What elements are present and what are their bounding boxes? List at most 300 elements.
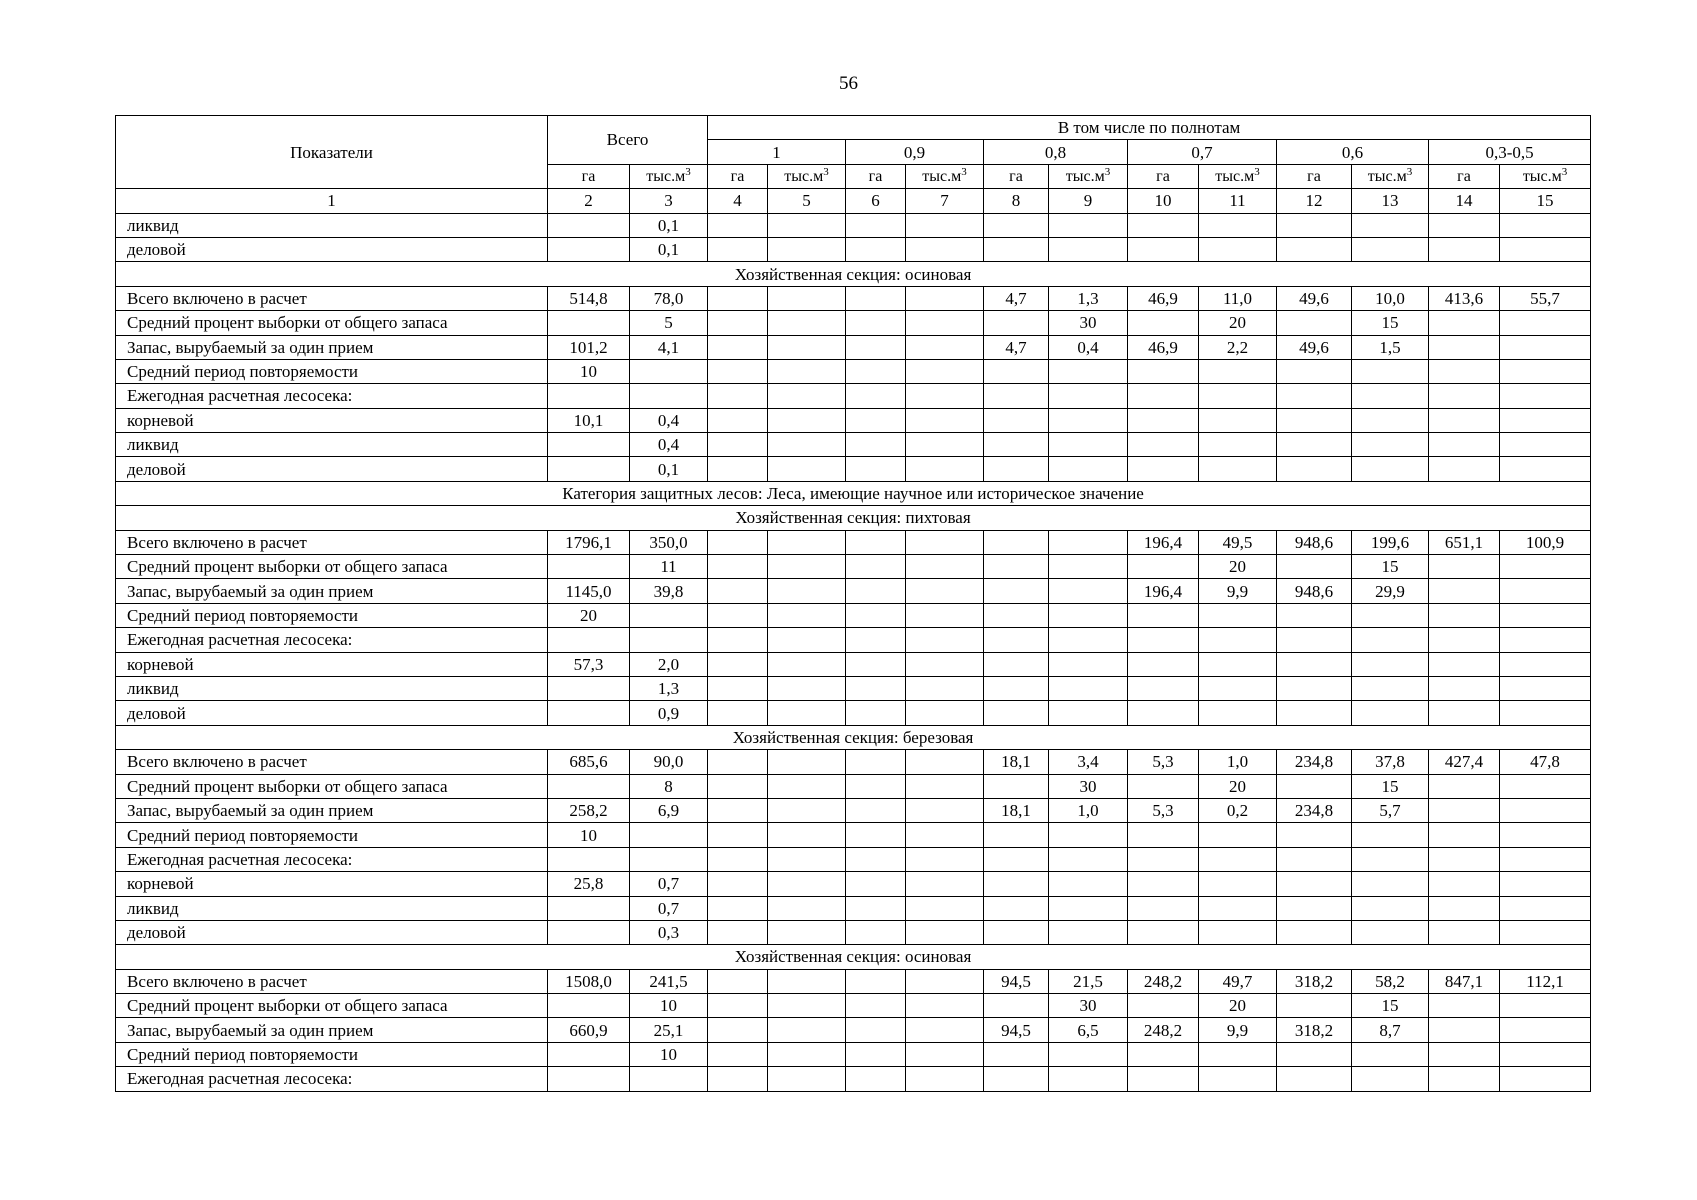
table-cell	[1429, 213, 1500, 237]
table-cell	[846, 823, 906, 847]
table-cell: 5,7	[1352, 798, 1429, 822]
table-cell: 234,8	[1277, 750, 1352, 774]
table-cell	[1277, 555, 1352, 579]
table-cell: 514,8	[548, 286, 630, 310]
row-label: деловой	[116, 457, 548, 481]
table-cell: 1,0	[1049, 798, 1128, 822]
column-number: 15	[1500, 189, 1591, 213]
table-cell	[1049, 1067, 1128, 1091]
table-cell	[1049, 847, 1128, 871]
table-cell	[548, 237, 630, 261]
table-cell: 20	[1199, 994, 1277, 1018]
table-cell	[768, 969, 846, 993]
table-cell	[846, 213, 906, 237]
table-cell	[1199, 823, 1277, 847]
table-row	[116, 530, 1591, 554]
table-cell	[1128, 872, 1199, 896]
header-unit-ha	[1128, 164, 1199, 188]
table-cell	[1199, 872, 1277, 896]
table-cell	[548, 384, 630, 408]
table-cell	[1500, 555, 1591, 579]
table-cell	[1277, 652, 1352, 676]
table-cell	[708, 676, 768, 700]
table-cell	[1429, 1067, 1500, 1091]
table-cell: 25,1	[630, 1018, 708, 1042]
table-cell	[1352, 652, 1429, 676]
table-cell	[984, 311, 1049, 335]
table-cell: 1796,1	[548, 530, 630, 554]
table-cell	[1429, 701, 1500, 725]
table-cell: 8	[630, 774, 708, 798]
row-label: Запас, вырубаемый за один прием	[116, 579, 548, 603]
unit-volume-exponent: 3	[823, 165, 829, 178]
table-cell: 15	[1352, 555, 1429, 579]
table-row	[116, 384, 1591, 408]
table-cell	[846, 872, 906, 896]
table-cell	[846, 774, 906, 798]
table-cell	[1352, 872, 1429, 896]
unit-volume-exponent: 3	[1406, 165, 1413, 178]
table-cell	[984, 1067, 1049, 1091]
header-unit-ha	[846, 164, 906, 188]
table-cell	[984, 359, 1049, 383]
row-label: корневой	[116, 652, 548, 676]
table-cell	[1049, 359, 1128, 383]
table-cell	[1128, 1042, 1199, 1066]
column-number: 4	[708, 189, 768, 213]
table-cell: 1145,0	[548, 579, 630, 603]
header-density: 0,8	[984, 140, 1128, 164]
table-cell	[548, 555, 630, 579]
table-cell	[1128, 896, 1199, 920]
header-density: 0,9	[846, 140, 984, 164]
section-title: Хозяйственная секция: пихтовая	[116, 506, 1591, 530]
header-unit-volume	[1049, 164, 1128, 188]
row-label: Средний период повторяемости	[116, 603, 548, 627]
table-cell: 49,6	[1277, 286, 1352, 310]
table-cell	[708, 701, 768, 725]
table-cell: 9,9	[1199, 579, 1277, 603]
table-cell	[846, 1018, 906, 1042]
table-cell: 948,6	[1277, 530, 1352, 554]
row-label: Ежегодная расчетная лесосека:	[116, 384, 548, 408]
section-title: Категория защитных лесов: Леса, имеющие научное или историческое значение	[116, 481, 1591, 505]
table-cell	[708, 920, 768, 944]
table-cell	[846, 847, 906, 871]
column-number: 1	[116, 189, 548, 213]
table-cell	[768, 896, 846, 920]
table-cell	[1500, 1018, 1591, 1042]
table-cell	[846, 798, 906, 822]
table-cell	[1500, 920, 1591, 944]
table-cell	[906, 237, 984, 261]
table-cell	[846, 433, 906, 457]
table-cell: 0,9	[630, 701, 708, 725]
table-cell	[846, 335, 906, 359]
table-cell: 18,1	[984, 798, 1049, 822]
table-cell: 248,2	[1128, 969, 1199, 993]
table-cell	[1277, 823, 1352, 847]
table-cell	[1352, 1042, 1429, 1066]
header-unit-ha	[1277, 164, 1352, 188]
table-cell	[984, 652, 1049, 676]
table-cell	[768, 872, 846, 896]
table-cell	[1128, 652, 1199, 676]
table-cell	[984, 1042, 1049, 1066]
table-cell	[708, 847, 768, 871]
table-cell	[1500, 213, 1591, 237]
unit-volume-exponent: 3	[685, 165, 691, 178]
table-cell	[1429, 457, 1500, 481]
table-cell	[768, 286, 846, 310]
table-cell	[1199, 359, 1277, 383]
table-cell	[1429, 896, 1500, 920]
section-row	[116, 725, 1591, 749]
table-row	[116, 847, 1591, 871]
table-cell	[1049, 213, 1128, 237]
table-cell: 0,1	[630, 213, 708, 237]
table-cell	[768, 628, 846, 652]
table-cell	[768, 920, 846, 944]
table-cell: 0,4	[630, 408, 708, 432]
table-cell: 10,0	[1352, 286, 1429, 310]
unit-ha-label: га	[1009, 167, 1023, 185]
row-label: Средний процент выборки от общего запаса	[116, 555, 548, 579]
table-cell	[1352, 823, 1429, 847]
table-cell	[906, 628, 984, 652]
table-row	[116, 628, 1591, 652]
table-cell: 11	[630, 555, 708, 579]
table-cell	[846, 359, 906, 383]
table-cell	[548, 1067, 630, 1091]
table-cell: 46,9	[1128, 286, 1199, 310]
table-cell: 57,3	[548, 652, 630, 676]
table-cell	[1049, 603, 1128, 627]
table-cell: 350,0	[630, 530, 708, 554]
table-cell	[984, 384, 1049, 408]
table-cell	[1352, 603, 1429, 627]
row-label: корневой	[116, 872, 548, 896]
table-cell: 9,9	[1199, 1018, 1277, 1042]
table-cell	[1500, 628, 1591, 652]
table-cell	[1500, 872, 1591, 896]
table-cell: 1,5	[1352, 335, 1429, 359]
table-cell	[1128, 1067, 1199, 1091]
table-cell	[984, 628, 1049, 652]
header-unit-volume	[1199, 164, 1277, 188]
table-cell	[1429, 603, 1500, 627]
table-cell	[1277, 872, 1352, 896]
table-cell	[1049, 1042, 1128, 1066]
table-row	[116, 408, 1591, 432]
table-cell: 90,0	[630, 750, 708, 774]
table-cell: 0,2	[1199, 798, 1277, 822]
table-cell: 100,9	[1500, 530, 1591, 554]
column-number: 2	[548, 189, 630, 213]
table-cell	[548, 847, 630, 871]
unit-volume-label: тыс.м	[784, 167, 824, 185]
unit-volume-label: тыс.м	[1522, 167, 1562, 185]
unit-ha-label: га	[1156, 167, 1170, 185]
table-cell: 15	[1352, 311, 1429, 335]
table-cell	[708, 213, 768, 237]
table-cell	[1277, 457, 1352, 481]
table-cell	[1199, 457, 1277, 481]
table-cell	[1049, 433, 1128, 457]
table-cell	[1128, 555, 1199, 579]
table-row	[116, 579, 1591, 603]
table-cell	[846, 750, 906, 774]
section-row	[116, 506, 1591, 530]
table-cell	[768, 798, 846, 822]
table-cell	[1352, 433, 1429, 457]
table-cell: 101,2	[548, 335, 630, 359]
table-cell	[984, 408, 1049, 432]
section-title: Хозяйственная секция: осиновая	[116, 945, 1591, 969]
table-cell	[984, 457, 1049, 481]
table-cell	[1352, 213, 1429, 237]
table-cell	[1429, 774, 1500, 798]
table-cell: 49,7	[1199, 969, 1277, 993]
table-cell	[906, 286, 984, 310]
table-cell	[1199, 433, 1277, 457]
column-number: 10	[1128, 189, 1199, 213]
header-density: 0,3-0,5	[1429, 140, 1591, 164]
table-cell	[1352, 1067, 1429, 1091]
table-cell: 660,9	[548, 1018, 630, 1042]
table-cell	[1049, 579, 1128, 603]
table-cell: 30	[1049, 994, 1128, 1018]
table-cell	[1352, 457, 1429, 481]
table-cell: 20	[1199, 311, 1277, 335]
table-cell	[768, 384, 846, 408]
table-cell	[1500, 652, 1591, 676]
header-indicators: Показатели	[116, 116, 548, 189]
table-row	[116, 896, 1591, 920]
table-cell	[1500, 701, 1591, 725]
table-cell	[768, 847, 846, 871]
table-cell	[1277, 1067, 1352, 1091]
table-row	[116, 286, 1591, 310]
table-cell	[1199, 628, 1277, 652]
table-cell	[1352, 628, 1429, 652]
unit-ha-label: га	[1457, 167, 1471, 185]
table-cell	[1429, 994, 1500, 1018]
table-cell	[846, 579, 906, 603]
table-cell	[906, 823, 984, 847]
table-cell	[708, 1018, 768, 1042]
table-cell	[1429, 408, 1500, 432]
table-cell	[548, 1042, 630, 1066]
table-cell	[1049, 872, 1128, 896]
table-cell	[1128, 774, 1199, 798]
table-cell	[1429, 676, 1500, 700]
table-cell: 196,4	[1128, 579, 1199, 603]
table-row	[116, 237, 1591, 261]
table-cell	[1429, 359, 1500, 383]
table-cell: 1,0	[1199, 750, 1277, 774]
table-cell	[1352, 359, 1429, 383]
table-cell	[1500, 896, 1591, 920]
table-cell	[846, 701, 906, 725]
table-cell	[1500, 579, 1591, 603]
table-cell: 20	[1199, 774, 1277, 798]
table-cell	[984, 213, 1049, 237]
table-cell	[1277, 359, 1352, 383]
table-cell: 49,5	[1199, 530, 1277, 554]
table-cell	[1352, 676, 1429, 700]
row-label: деловой	[116, 237, 548, 261]
column-number: 3	[630, 189, 708, 213]
table-cell	[1500, 408, 1591, 432]
header-unit-ha	[548, 164, 630, 188]
row-label: ликвид	[116, 676, 548, 700]
table-cell	[708, 286, 768, 310]
header-unit-volume	[906, 164, 984, 188]
table-row	[116, 457, 1591, 481]
table-cell	[984, 774, 1049, 798]
table-cell	[768, 335, 846, 359]
table-cell	[846, 530, 906, 554]
table-row	[116, 774, 1591, 798]
table-cell	[846, 603, 906, 627]
unit-volume-label: тыс.м	[922, 167, 962, 185]
table-cell	[708, 652, 768, 676]
table-cell	[984, 896, 1049, 920]
table-cell	[1049, 701, 1128, 725]
table-cell: 30	[1049, 311, 1128, 335]
table-cell	[708, 872, 768, 896]
row-label: Всего включено в расчет	[116, 969, 548, 993]
table-cell	[708, 384, 768, 408]
table-cell	[1277, 994, 1352, 1018]
table-cell: 39,8	[630, 579, 708, 603]
table-cell: 0,7	[630, 896, 708, 920]
table-cell	[1277, 603, 1352, 627]
table-cell	[1500, 1067, 1591, 1091]
table-cell	[768, 676, 846, 700]
table-cell	[1128, 433, 1199, 457]
table-cell	[708, 750, 768, 774]
table-cell: 0,4	[630, 433, 708, 457]
header-unit-volume	[630, 164, 708, 188]
table-cell	[1049, 237, 1128, 261]
table-cell: 241,5	[630, 969, 708, 993]
table-cell	[906, 750, 984, 774]
table-cell	[1049, 920, 1128, 944]
table-cell	[1429, 579, 1500, 603]
table-cell	[768, 1018, 846, 1042]
table-cell	[1429, 1018, 1500, 1042]
table-cell	[906, 530, 984, 554]
row-label: Средний процент выборки от общего запаса	[116, 311, 548, 335]
table-cell	[708, 359, 768, 383]
table-cell	[708, 969, 768, 993]
table-cell	[768, 433, 846, 457]
table-cell	[984, 920, 1049, 944]
table-cell	[1128, 384, 1199, 408]
column-number-row	[116, 189, 1591, 213]
table-cell	[906, 1018, 984, 1042]
row-label: Средний процент выборки от общего запаса	[116, 994, 548, 1018]
table-cell	[1049, 530, 1128, 554]
table-cell: 4,1	[630, 335, 708, 359]
table-cell	[984, 701, 1049, 725]
header-unit-ha	[1429, 164, 1500, 188]
table-cell	[630, 384, 708, 408]
table-row	[116, 920, 1591, 944]
table-cell	[1500, 433, 1591, 457]
row-label: Ежегодная расчетная лесосека:	[116, 847, 548, 871]
row-label: ликвид	[116, 896, 548, 920]
table-cell	[1199, 701, 1277, 725]
table-row	[116, 1042, 1591, 1066]
table-cell	[846, 676, 906, 700]
table-cell	[1128, 213, 1199, 237]
unit-volume-exponent: 3	[1254, 165, 1260, 178]
table-cell	[846, 384, 906, 408]
table-cell	[906, 701, 984, 725]
table-cell	[1277, 676, 1352, 700]
table-cell	[906, 579, 984, 603]
header-by-density: В том числе по полнотам	[708, 116, 1591, 140]
table-cell	[906, 335, 984, 359]
table-cell	[1429, 847, 1500, 871]
table-cell	[1429, 555, 1500, 579]
row-label: Всего включено в расчет	[116, 286, 548, 310]
table-cell	[1049, 555, 1128, 579]
table-cell	[548, 896, 630, 920]
header-density: 1	[708, 140, 846, 164]
table-cell: 20	[1199, 555, 1277, 579]
column-number: 13	[1352, 189, 1429, 213]
table-cell	[1277, 628, 1352, 652]
table-cell	[1352, 896, 1429, 920]
table-cell: 847,1	[1429, 969, 1500, 993]
table-cell	[708, 896, 768, 920]
table-cell	[1500, 994, 1591, 1018]
section-title: Хозяйственная секция: осиновая	[116, 262, 1591, 286]
table-cell	[1429, 872, 1500, 896]
table-cell	[906, 408, 984, 432]
unit-ha-label: га	[730, 167, 745, 185]
table-cell	[708, 335, 768, 359]
table-row	[116, 823, 1591, 847]
row-label: Всего включено в расчет	[116, 750, 548, 774]
table-cell	[768, 652, 846, 676]
row-label: Всего включено в расчет	[116, 530, 548, 554]
table-cell	[1500, 676, 1591, 700]
table-cell: 10,1	[548, 408, 630, 432]
row-label: Запас, вырубаемый за один прием	[116, 1018, 548, 1042]
row-label: корневой	[116, 408, 548, 432]
table-cell	[906, 384, 984, 408]
table-cell	[906, 1067, 984, 1091]
table-cell	[906, 603, 984, 627]
table-cell	[1429, 1042, 1500, 1066]
table-cell: 15	[1352, 774, 1429, 798]
header-total: Всего	[548, 116, 708, 165]
table-cell: 10	[630, 994, 708, 1018]
row-label: Средний период повторяемости	[116, 359, 548, 383]
table-cell: 234,8	[1277, 798, 1352, 822]
table-cell	[1352, 847, 1429, 871]
table-cell	[1199, 847, 1277, 871]
table-cell: 4,7	[984, 335, 1049, 359]
unit-volume-label: тыс.м	[646, 167, 686, 185]
table-cell: 199,6	[1352, 530, 1429, 554]
table-cell	[1500, 335, 1591, 359]
